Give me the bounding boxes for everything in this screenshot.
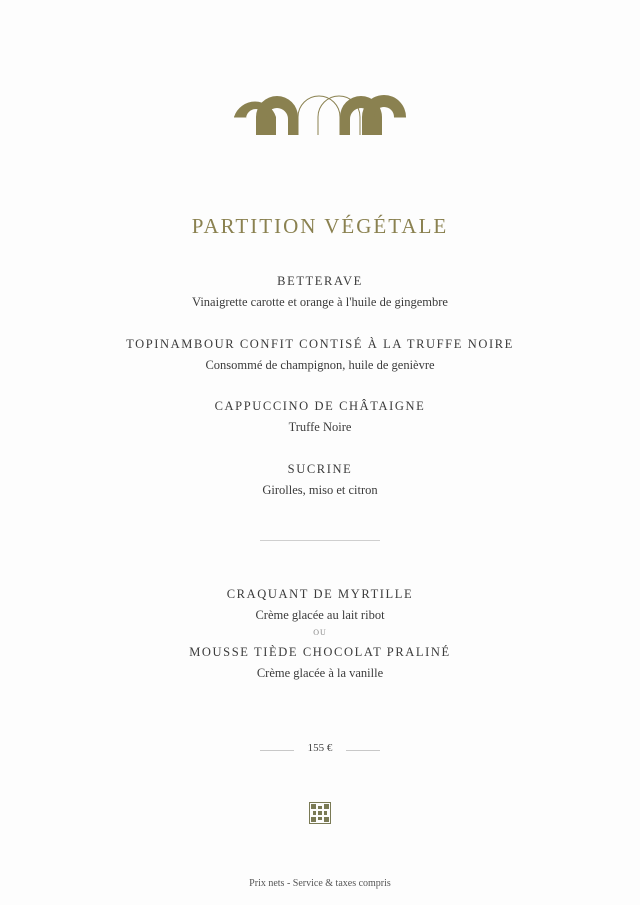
qr-code-icon[interactable] xyxy=(309,802,331,824)
dish-description: Vinaigrette carotte et orange à l'huile de gingembre xyxy=(192,295,448,309)
footer-note: Prix nets - Service & taxes compris xyxy=(249,878,391,889)
price-line-right xyxy=(346,750,380,751)
dish-name: BETTERAVE xyxy=(277,274,363,288)
or-separator: OU xyxy=(313,628,327,637)
dish-description: Truffe Noire xyxy=(288,420,352,434)
dish-3 xyxy=(0,398,640,435)
dish-1 xyxy=(0,273,640,310)
dish-name: SUCRINE xyxy=(287,462,353,476)
price: 155 € xyxy=(307,742,333,754)
dish-4 xyxy=(0,461,640,498)
dish-description: Consommé de champignon, huile de genièvre xyxy=(205,358,435,372)
dessert-2 xyxy=(0,644,640,681)
price-row xyxy=(0,742,640,758)
dish-name: CAPPUCCINO DE CHÂTAIGNE xyxy=(214,399,426,413)
dessert-name: MOUSSE TIÈDE CHOCOLAT PRALINÉ xyxy=(189,645,451,659)
menu-title: PARTITION VÉGÉTALE xyxy=(191,214,449,238)
dessert-description: Crème glacée au lait ribot xyxy=(255,608,385,622)
dish-name: TOPINAMBOUR CONFIT CONTISÉ À LA TRUFFE NOIRE xyxy=(126,337,514,351)
dessert-name: CRAQUANT DE MYRTILLE xyxy=(226,587,414,601)
section-divider xyxy=(260,540,380,541)
dessert-description: Crème glacée à la vanille xyxy=(256,666,384,680)
arches-logo xyxy=(232,95,408,137)
dessert-1 xyxy=(0,586,640,623)
dish-2 xyxy=(0,336,640,373)
dish-description: Girolles, miso et citron xyxy=(262,483,378,497)
